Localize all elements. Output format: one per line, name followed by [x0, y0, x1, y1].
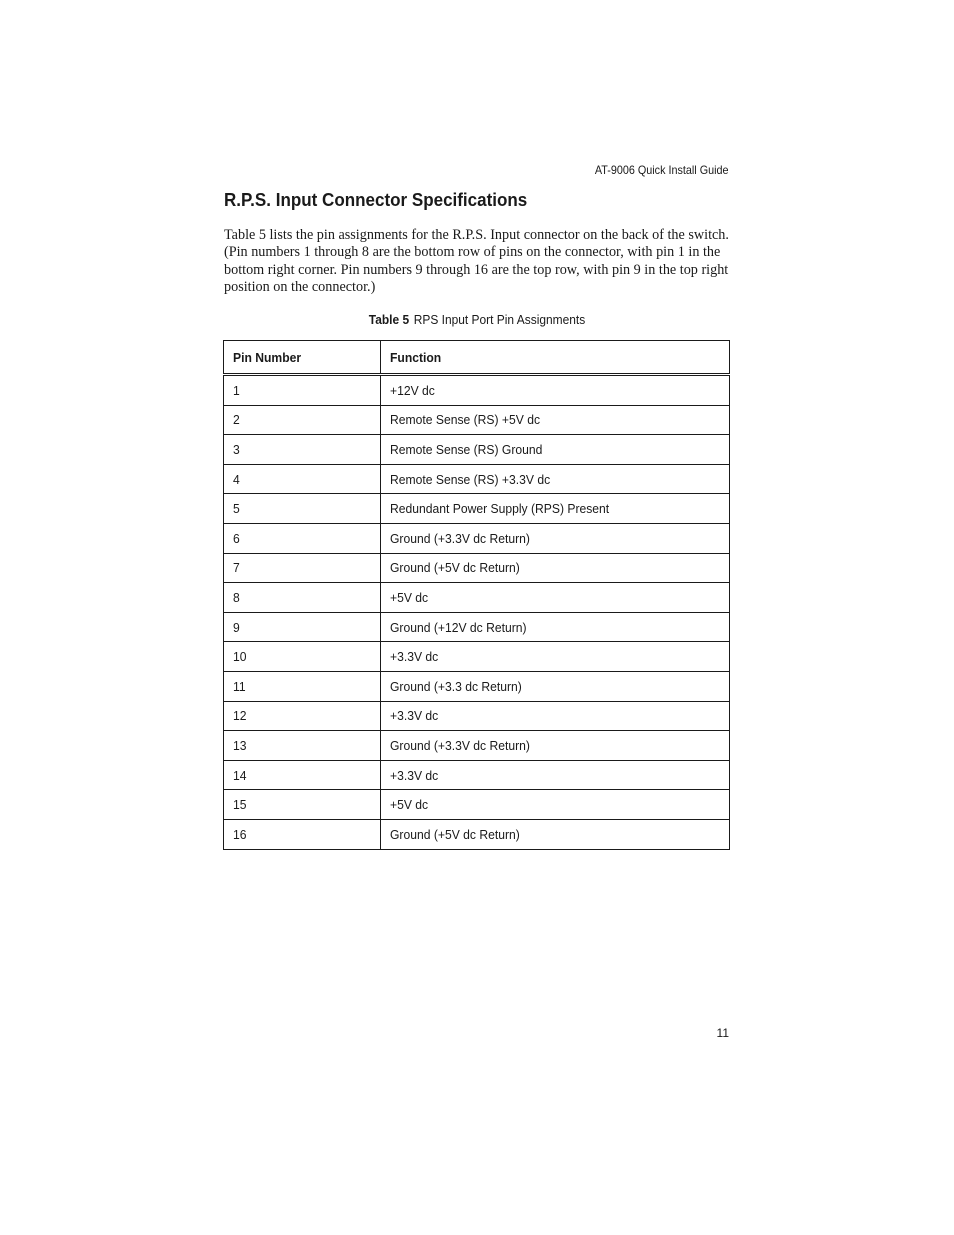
function-cell: Ground (+12V dc Return) — [381, 612, 730, 642]
function-cell: +3.3V dc — [381, 701, 730, 731]
table-row — [224, 731, 730, 761]
table-row — [224, 553, 730, 583]
pin-number-cell: 7 — [224, 553, 381, 583]
pin-number-cell: 15 — [224, 790, 381, 820]
pin-number-cell: 5 — [224, 494, 381, 524]
pin-number-cell: 12 — [224, 701, 381, 731]
function-cell: Ground (+3.3 dc Return) — [381, 671, 730, 701]
table-row — [224, 701, 730, 731]
pin-number-cell: 8 — [224, 583, 381, 613]
pin-number-cell: 10 — [224, 642, 381, 672]
table-row — [224, 523, 730, 553]
table-row — [224, 375, 730, 406]
pin-number-cell: 16 — [224, 819, 381, 849]
table-row — [224, 464, 730, 494]
pin-number-cell: 13 — [224, 731, 381, 761]
table-row — [224, 819, 730, 849]
function-cell: Remote Sense (RS) +3.3V dc — [381, 464, 730, 494]
function-cell: +3.3V dc — [381, 760, 730, 790]
pin-number-cell: 1 — [224, 375, 381, 406]
page-number: 11 — [716, 1026, 729, 1040]
pin-assignments-table — [223, 340, 730, 850]
pin-number-cell: 11 — [224, 671, 381, 701]
function-cell: Ground (+3.3V dc Return) — [381, 731, 730, 761]
table-row — [224, 642, 730, 672]
table-row — [224, 435, 730, 465]
pin-number-cell: 2 — [224, 405, 381, 435]
table-body — [224, 375, 730, 850]
column-header-pin-number: Pin Number — [224, 341, 381, 375]
pin-number-cell: 6 — [224, 523, 381, 553]
table-caption — [244, 312, 710, 327]
running-header: AT-9006 Quick Install Guide — [595, 163, 729, 177]
function-cell: Remote Sense (RS) +5V dc — [381, 405, 730, 435]
pin-number-cell: 14 — [224, 760, 381, 790]
function-cell: +3.3V dc — [381, 642, 730, 672]
table-row — [224, 671, 730, 701]
function-cell: Ground (+5V dc Return) — [381, 553, 730, 583]
table-header-row — [224, 341, 730, 375]
column-header-function: Function — [381, 341, 730, 375]
table-caption-label: Table 5 — [368, 312, 410, 327]
function-cell: Remote Sense (RS) Ground — [381, 435, 730, 465]
section-title: R.P.S. Input Connector Specifications — [224, 189, 528, 210]
body-paragraph: Table 5 lists the pin assignments for the R.P.S. Input connector on the back of the switch. (Pin numbers 1 through 8 are the bottom row of pins on the connector, with pin 1 in the bottom right corner. Pin numbers 9 through 16 are the top row, with pin 9 in the top right position on the connector.) — [224, 227, 729, 296]
pin-number-cell: 4 — [224, 464, 381, 494]
function-cell: Redundant Power Supply (RPS) Present — [381, 494, 730, 524]
table-caption-text: RPS Input Port Pin Assignments — [413, 312, 586, 327]
table-row — [224, 612, 730, 642]
function-cell: +12V dc — [381, 375, 730, 406]
table-row — [224, 494, 730, 524]
function-cell: Ground (+3.3V dc Return) — [381, 523, 730, 553]
pin-number-cell: 3 — [224, 435, 381, 465]
table-row — [224, 760, 730, 790]
table-row — [224, 405, 730, 435]
table-row — [224, 583, 730, 613]
function-cell: +5V dc — [381, 583, 730, 613]
function-cell: +5V dc — [381, 790, 730, 820]
pin-number-cell: 9 — [224, 612, 381, 642]
function-cell: Ground (+5V dc Return) — [381, 819, 730, 849]
table-row — [224, 790, 730, 820]
